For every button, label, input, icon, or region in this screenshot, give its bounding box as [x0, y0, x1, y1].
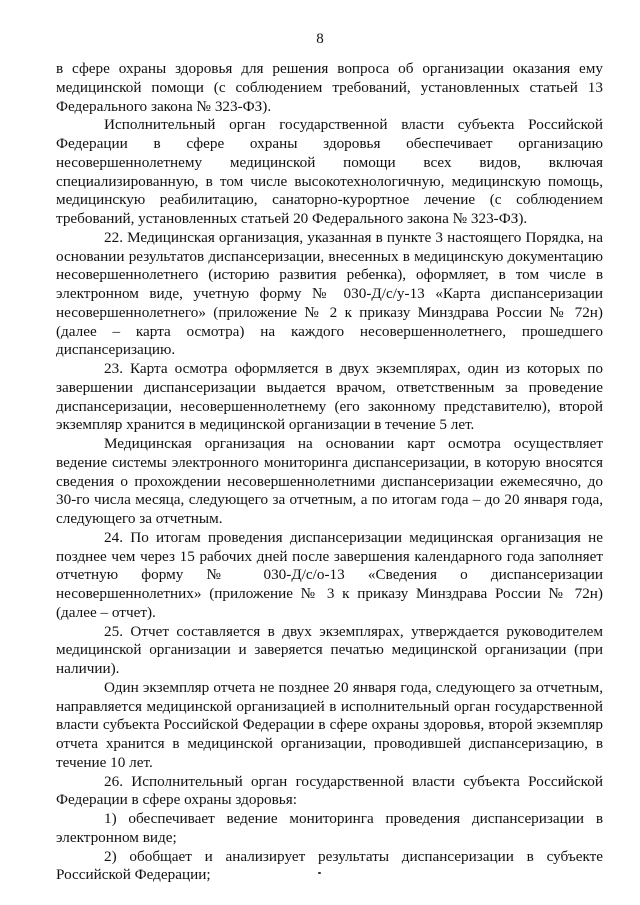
paragraph-item-26-1: 1) обеспечивает ведение мониторинга проведения диспансеризации в электронном виде;: [56, 810, 603, 846]
paragraph-report-copy: Один экземпляр отчета не позднее 20 января года, следующего за отчетным, направляется медицинской организацией в исполнительный орган государственной власти субъекта Российской Федерации в сфере охраны здоровья, второй экземпляр отчета хранится в медицинской организации, проводившей диспансеризацию, в течение 10 лет.: [56, 678, 603, 771]
document-body: [56, 60, 603, 885]
paragraph-item-26: 26. Исполнительный орган государственной власти субъекта Российской Федерации в сфере охраны здоровья:: [56, 772, 603, 809]
page-number: 8: [316, 31, 324, 47]
paragraph-monitoring: Медицинская организация на основании карт осмотра осуществляет ведение системы электронного мониторинга диспансеризации, в которую вносятся сведения о прохождении несовершеннолетними диспансеризации ежемесячно, до 30-го числа месяца, следующего за отчетным, а по итогам года – до 20 января года, следующего за отчетным.: [56, 435, 603, 527]
paragraph-organization-duty: Исполнительный орган государственной власти субъекта Российской Федерации в сфере охраны здоровья обеспечивает организацию несовершеннолетнему медицинской помощи всех видов, включая специализированную, в том числе высокотехнологичную, медицинскую помощь, медицинскую реабилитацию, санаторно-курортное лечение (с соблюдением требований, установленных статьей 20 Федерального закона № 323-ФЗ).: [56, 116, 603, 227]
paragraph-item-23: 23. Карта осмотра оформляется в двух экземплярах, один из которых по завершении диспансеризации выдается врачом, ответственным за проведение диспансеризации, несовершеннолетнему (его законному представителю), второй экземпляр хранится в медицинской организации в течение 5 лет.: [56, 360, 603, 434]
paragraph-item-25: 25. Отчет составляется в двух экземплярах, утверждается руководителем медицинской организации и заверяется печатью медицинской организации (при наличии).: [56, 622, 603, 677]
paragraph-item-26-2: 2) обобщает и анализирует результаты диспансеризации в субъекте Российской Федерации;: [56, 847, 603, 884]
paragraph-item-22: 22. Медицинская организация, указанная в пункте 3 настоящего Порядка, на основании результатов диспансеризации, внесенных в медицинскую документацию несовершеннолетнего (историю развития ребенка), оформляет, в том числе в электронном виде, учетную форму № 030-Д/с/у-13 «Карта диспансеризации несовершеннолетнего» (приложение № 2 к приказу Минздрава России № 72н) (далее – карта осмотра) на каждого несовершеннолетнего, прошедшего диспансеризацию.: [56, 228, 603, 359]
scan-dot: [318, 872, 321, 874]
paragraph-continuation: в сфере охраны здоровья для решения вопроса об организации оказания ему медицинской помощи (с соблюдением требований, установленных статьей 13 Федерального закона № 323-ФЗ).: [56, 60, 603, 115]
paragraph-item-24: 24. По итогам проведения диспансеризации медицинская организация не позднее чем через 15 рабочих дней после завершения календарного года заполняет отчетную форму № 030-Д/с/о-13 «Сведения о диспансеризации несовершеннолетних» (приложение № 3 к приказу Минздрава России № 72н) (далее – отчет).: [56, 528, 603, 621]
